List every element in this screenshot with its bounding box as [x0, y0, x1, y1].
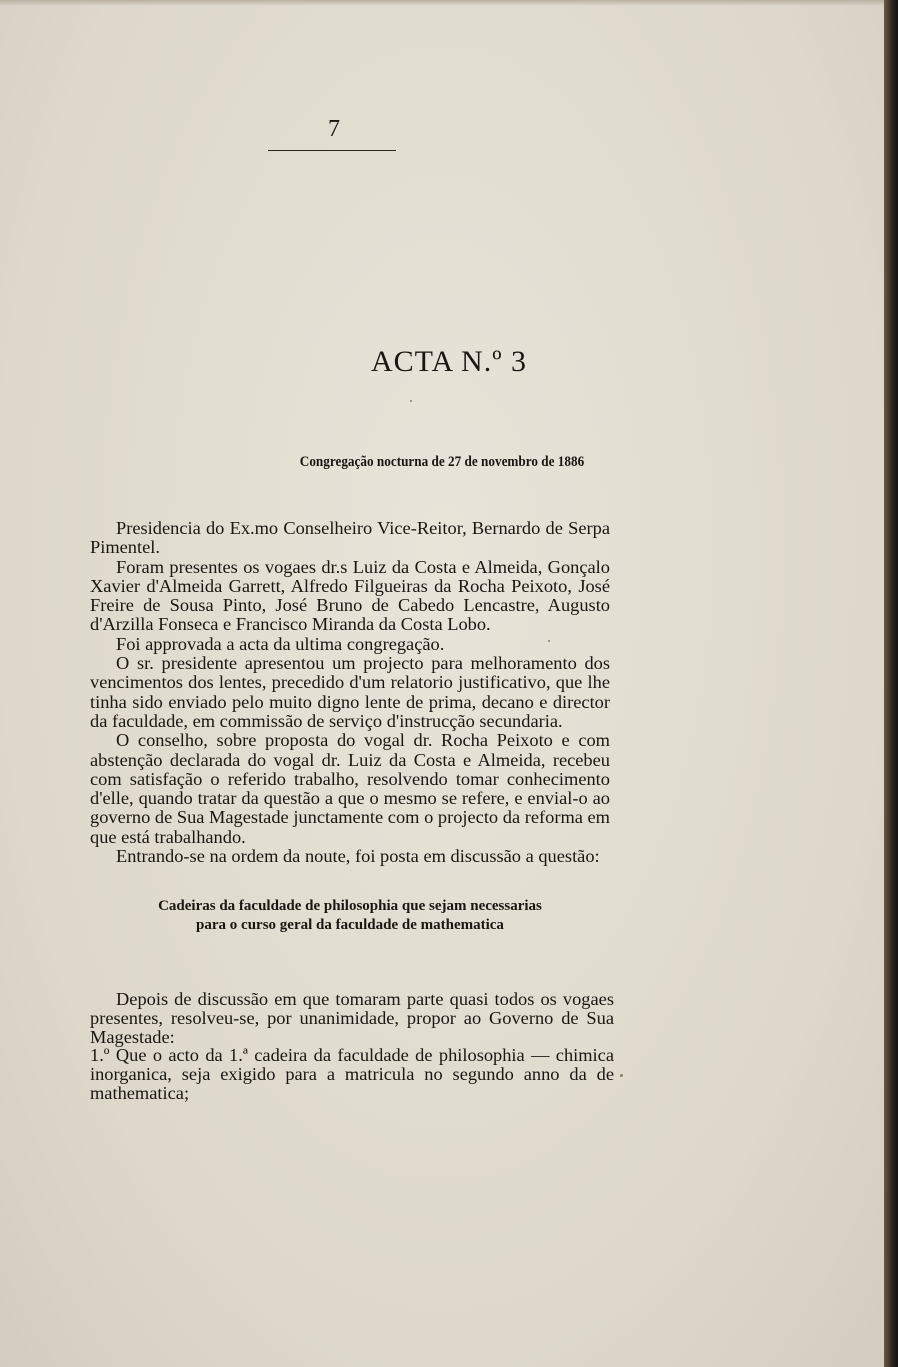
- session-subtitle: Congregação nocturna de 27 de novembro de 1886: [299, 454, 585, 470]
- paragraph-council: O conselho, sobre proposta do vogal dr. Rocha Peixoto e com abstenção declarada do vogal dr. Luiz da Costa e Almeida, recebeu com satisfação o referido trabalho, resolvendo tomar conhecimento d'elle, quando tratar da questão a que o mesmo se refere, e envial-o ao governo de Sua Magestade junctamente com o projecto da reforma em que está trabalhando.: [90, 730, 610, 847]
- minutes-body: [90, 519, 610, 866]
- paragraph-project: O sr. presidente apresentou um projecto para melhoramento dos vencimentos dos lentes, precedido d'um relatorio justificativo, que lhe tinha sido enviado pelo muito digno lente de prima, decano e director da faculdade, em commissão de serviço d'instrucção secundaria.: [90, 653, 610, 731]
- paragraph-order: Entrando-se na ordem da noute, foi posta em discussão a questão:: [116, 846, 600, 867]
- ink-speck: [410, 400, 412, 402]
- resolution-body: [90, 990, 614, 1103]
- page-number-rule: [268, 150, 396, 151]
- page-binding-edge: [884, 0, 898, 1367]
- acta-title: ACTA N.º 3: [370, 345, 528, 378]
- section-heading: [100, 897, 600, 935]
- section-heading-line-2: para o curso geral da faculdade de mathematica: [196, 917, 504, 933]
- page-number: 7: [328, 116, 340, 142]
- paragraph-approval: Foi approvada a acta da ultima congregação.: [116, 633, 445, 654]
- ink-speck: [548, 640, 550, 642]
- paragraph-discussion: Depois de discussão em que tomaram parte quasi todos os vogaes presentes, resolveu-se, por unanimidade, propor ao Governo de Sua Magestade:: [90, 989, 614, 1047]
- paragraph-item-1: 1.º Que o acto da 1.ª cadeira da faculdade de philosophia — chimica inorganica, seja exigido para a matricula no segundo anno da de mathematica;: [90, 1045, 614, 1103]
- section-heading-line-1: Cadeiras da faculdade de philosophia que sejam necessarias: [158, 898, 542, 914]
- paragraph-attendees: Foram presentes os vogaes dr.s Luiz da Costa e Almeida, Gonçalo Xavier d'Almeida Garrett, Alfredo Filgueiras da Rocha Peixoto, José Freire de Sousa Pinto, José Bruno de Cabedo Lencastre, Augusto d'Arzilla Fonseca e Francisco Miranda da Costa Lobo.: [90, 556, 610, 635]
- ink-speck: [620, 1074, 623, 1077]
- paragraph-presidency: Presidencia do Ex.mo Conselheiro Vice-Reitor, Bernardo de Serpa Pimentel.: [90, 518, 610, 558]
- page-top-edge: [0, 0, 898, 6]
